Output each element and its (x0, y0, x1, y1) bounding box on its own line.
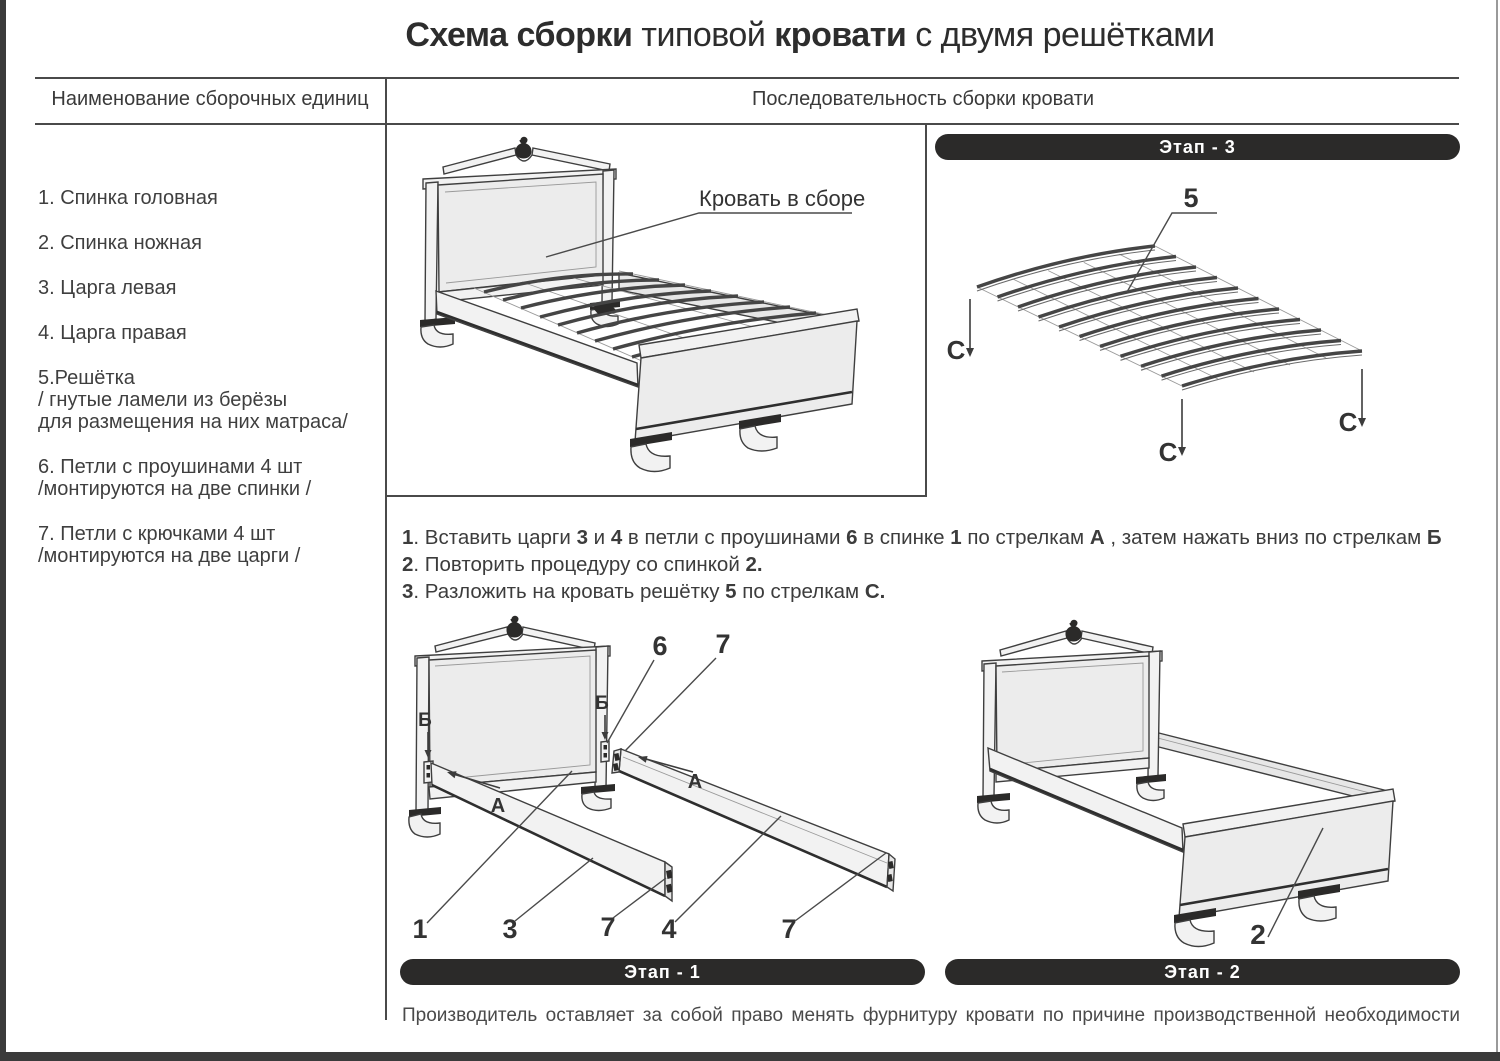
headboard-right-foot (1136, 774, 1166, 801)
part-line: 3. Царга левая (38, 277, 177, 299)
arrow-b-label: Б (595, 693, 609, 714)
part2-label: 2 (1250, 919, 1266, 950)
part7-label: 7 (781, 914, 797, 944)
part-item-6 (38, 456, 383, 500)
part3-label: 3 (502, 914, 518, 944)
column-header-sequence: Последовательность сборки кровати (751, 88, 1095, 110)
arrow-c-middle (1159, 399, 1186, 467)
vase-ornament (507, 616, 523, 638)
callout-text: Кровать в сборе (699, 186, 866, 211)
assembly-instructions (402, 524, 1482, 605)
instruction-line-1: 1. Вставить царги 3 и 4 в петли с проушинами 6 в спинке 1 по стрелкам А , затем нажать вниз по стрелкам Б (402, 526, 1442, 549)
instruction-line-3: 3. Разложить на кровать решётку 5 по стрелкам С. (402, 580, 886, 603)
page-left-edge (0, 0, 6, 1061)
header-rule-top (35, 77, 1459, 79)
part-line: 4. Царга правая (38, 322, 187, 344)
part-item-2 (38, 232, 383, 254)
stage-3-banner: Этап - 3 (935, 134, 1460, 160)
part7-label: 7 (600, 912, 616, 942)
part-item-7 (38, 523, 383, 567)
arrow-a-label: А (490, 795, 506, 817)
vase-ornament (1066, 620, 1082, 642)
part-line: / гнутые ламели из берёзы (38, 389, 288, 411)
part-item-4 (38, 322, 383, 344)
part-line: 6. Петли с проушинами 4 шт (38, 456, 303, 478)
part-line: 5.Решётка (38, 367, 135, 389)
part-line: 7. Петли с крючками 4 шт (38, 523, 276, 545)
arrow-c-label: С (946, 335, 966, 365)
stage3-slat-base-diagram (928, 162, 1500, 508)
column-header-parts: Наименование сборочных единиц (51, 88, 369, 110)
page-bottom-edge (0, 1052, 1500, 1061)
part1-label: 1 (412, 914, 428, 944)
manufacturer-note: Производитель оставляет за собой право менять фурнитуру кровати по причине производственной необходимости (402, 1005, 1460, 1026)
part-item-1 (38, 187, 383, 209)
stage2-diagram (940, 610, 1496, 958)
vase-ornament (516, 137, 532, 159)
part7-label: 7 (715, 629, 731, 659)
assembled-bed-diagram (387, 126, 925, 496)
headboard-left-foot (977, 793, 1010, 823)
arrow-c-left (947, 299, 974, 365)
headboard-left-foot (409, 807, 441, 837)
footboard (1174, 789, 1395, 947)
header-rule-bottom (35, 123, 1459, 125)
headboard-right-foot (581, 784, 615, 811)
arrow-c-label: С (1338, 407, 1358, 437)
part4-label: 4 (661, 914, 677, 944)
part6-callout (607, 631, 668, 743)
part-line: 2. Спинка ножная (38, 232, 202, 254)
headboard-left-foot (420, 317, 455, 347)
hinge-plate-right (601, 741, 609, 762)
part-line: /монтируются на две спинки / (38, 478, 312, 500)
part-item-5 (38, 367, 383, 433)
stage-2-banner: Этап - 2 (945, 959, 1460, 985)
arrow-c-right (1339, 369, 1366, 437)
stage1-diagram (395, 610, 935, 960)
page-right-border (1496, 0, 1498, 1052)
part-line: 1. Спинка головная (38, 187, 218, 209)
arrow-c-label: С (1158, 437, 1178, 467)
part-line: для размещения на них матраса/ (38, 411, 348, 433)
part-line: /монтируются на две царги / (38, 545, 301, 567)
arrow-a-label: А (687, 771, 703, 793)
assembled-bed-box-right-border (925, 123, 927, 497)
arrow-b-label: Б (418, 710, 432, 731)
slat-base (977, 246, 1362, 390)
part-item-3 (38, 277, 383, 299)
part5-label: 5 (1183, 183, 1199, 213)
footboard (630, 309, 859, 472)
instruction-line-2: 2. Повторить процедуру со спинкой 2. (402, 553, 763, 576)
part6-label: 6 (652, 631, 668, 661)
part7-top-callout (625, 629, 731, 751)
stage-1-banner: Этап - 1 (400, 959, 925, 985)
page-title: Схема сборки типовой кровати с двумя решётками (405, 16, 1215, 54)
